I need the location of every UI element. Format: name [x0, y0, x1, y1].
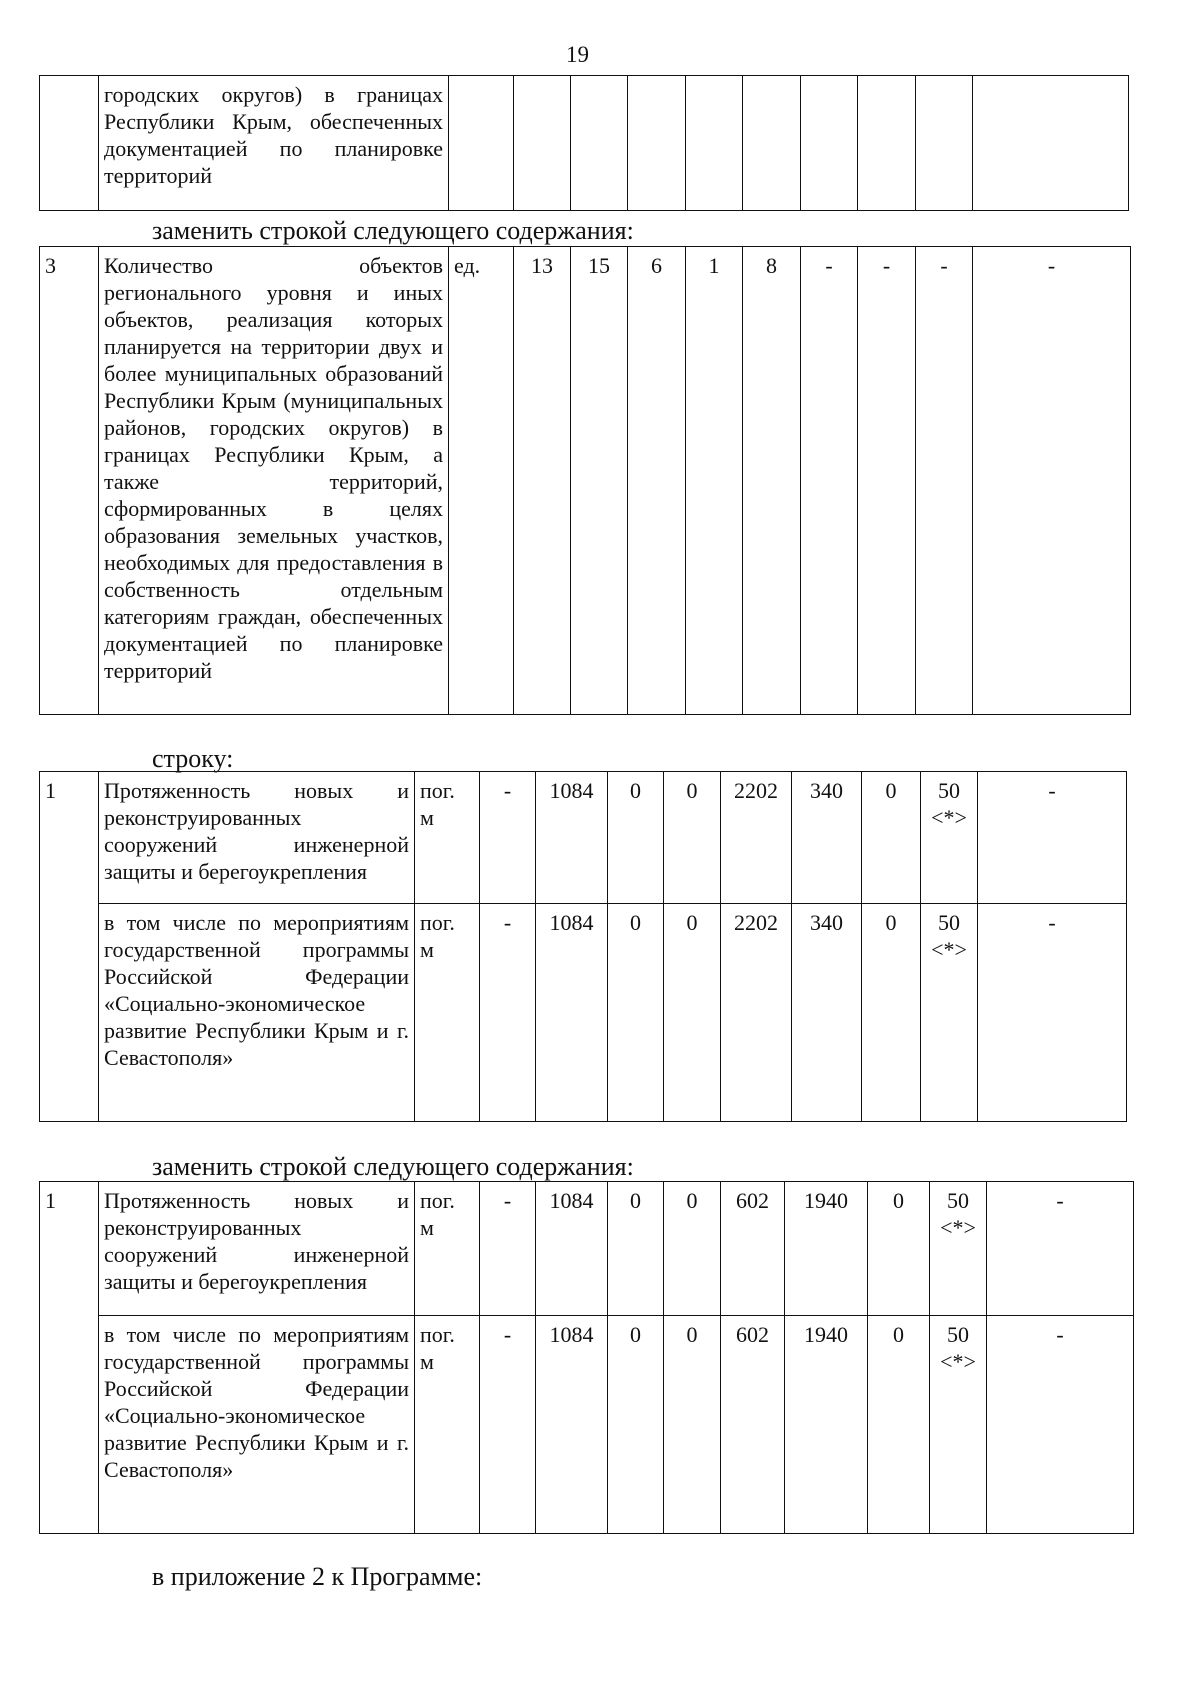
table-continuation	[39, 75, 1129, 211]
value-cell: 0	[862, 772, 921, 904]
table-replacement-row-1	[39, 1181, 1134, 1534]
row-index: 1	[40, 1182, 99, 1534]
row-index-cell	[40, 76, 99, 211]
value-cell	[858, 76, 916, 211]
value-cell	[571, 76, 628, 211]
value-cell	[743, 76, 801, 211]
table-replacement-row-3	[39, 246, 1131, 715]
value-cell: 0	[608, 1182, 664, 1316]
value-cell: 8	[743, 247, 801, 715]
value-cell: -	[978, 772, 1127, 904]
value-cell: 1940	[785, 1182, 868, 1316]
value-cell: 50 <*>	[921, 772, 978, 904]
table-original-row-1	[39, 771, 1127, 1122]
value-cell: -	[480, 1182, 536, 1316]
value-cell: 602	[721, 1316, 785, 1534]
value-cell: 1084	[536, 772, 608, 904]
value-cell: 2202	[721, 904, 792, 1122]
value-cell: -	[973, 247, 1131, 715]
row-description: городских округов) в границах Республики Крым, обеспеченных документацией по планировке территорий	[99, 76, 449, 211]
row-description: Протяженность новых и реконструированных сооружений инженерной защиты и берегоукрепления	[99, 1182, 415, 1316]
value-cell: 6	[628, 247, 686, 715]
value-cell: -	[987, 1316, 1134, 1534]
value-cell: 0	[608, 904, 664, 1122]
value-cell: 0	[664, 904, 721, 1122]
row-unit: пог. м	[415, 904, 480, 1122]
value-cell	[686, 76, 743, 211]
page-number: 19	[566, 42, 589, 67]
value-cell: 0	[608, 1316, 664, 1534]
value-cell: -	[480, 904, 536, 1122]
row-unit: ед.	[449, 247, 514, 715]
value-cell: 0	[868, 1182, 930, 1316]
row-unit: пог. м	[415, 1316, 480, 1534]
value-cell	[973, 76, 1129, 211]
value-cell: 2202	[721, 772, 792, 904]
row-description: Количество объектов регионального уровня и иных объектов, реализация которых планируется на территории двух и более муниципальных образований Республики Крым (муниципальных районов, городских округов) в границах Республики Крым, а также территорий, сформированных в целях образования земельных участков, необходимых для предоставления в собственность отдельным категориям граждан, обеспеченных документацией по планировке территорий	[99, 247, 449, 715]
row-unit: пог. м	[415, 772, 480, 904]
table-row	[40, 76, 1129, 211]
value-cell: 13	[514, 247, 571, 715]
value-cell: 0	[664, 1182, 721, 1316]
value-cell	[514, 76, 571, 211]
value-cell: 1084	[536, 1182, 608, 1316]
row-description: в том числе по мероприятиям государственной программы Российской Федерации «Социально-экономическое развитие Республики Крым и г. Севастополя»	[99, 904, 415, 1122]
value-cell: 0	[664, 1316, 721, 1534]
value-cell: -	[801, 247, 858, 715]
string-heading: строку:	[152, 744, 234, 773]
value-cell: 0	[664, 772, 721, 904]
value-cell: 1084	[536, 1316, 608, 1534]
replace-heading-2: заменить строкой следующего содержания:	[152, 1152, 634, 1181]
value-cell: 15	[571, 247, 628, 715]
value-cell: -	[480, 1316, 536, 1534]
row-index: 1	[40, 772, 99, 1122]
value-cell: 0	[862, 904, 921, 1122]
value-cell: 1	[686, 247, 743, 715]
value-cell: 0	[868, 1316, 930, 1534]
appendix-heading: в приложение 2 к Программе:	[152, 1562, 483, 1591]
row-description: в том числе по мероприятиям государственной программы Российской Федерации «Социально-экономическое развитие Республики Крым и г. Севастополя»	[99, 1316, 415, 1534]
value-cell: 602	[721, 1182, 785, 1316]
value-cell: 50 <*>	[930, 1316, 987, 1534]
row-description: Протяженность новых и реконструированных сооружений инженерной защиты и берегоукрепления	[99, 772, 415, 904]
table-row	[40, 904, 1127, 1122]
table-row	[40, 1182, 1134, 1316]
value-cell: 340	[792, 904, 862, 1122]
table-row	[40, 247, 1131, 715]
value-cell: 50 <*>	[930, 1182, 987, 1316]
row-unit: пог. м	[415, 1182, 480, 1316]
value-cell: -	[480, 772, 536, 904]
table-row	[40, 772, 1127, 904]
row-index: 3	[40, 247, 99, 715]
value-cell: 50 <*>	[921, 904, 978, 1122]
table-row	[40, 1316, 1134, 1534]
replace-heading-1: заменить строкой следующего содержания:	[152, 216, 634, 245]
value-cell	[628, 76, 686, 211]
value-cell	[801, 76, 858, 211]
value-cell: 1940	[785, 1316, 868, 1534]
value-cell: -	[987, 1182, 1134, 1316]
value-cell: -	[858, 247, 916, 715]
value-cell: -	[916, 247, 973, 715]
value-cell	[916, 76, 973, 211]
value-cell: -	[978, 904, 1127, 1122]
value-cell: 0	[608, 772, 664, 904]
unit-cell	[449, 76, 514, 211]
value-cell: 340	[792, 772, 862, 904]
value-cell: 1084	[536, 904, 608, 1122]
